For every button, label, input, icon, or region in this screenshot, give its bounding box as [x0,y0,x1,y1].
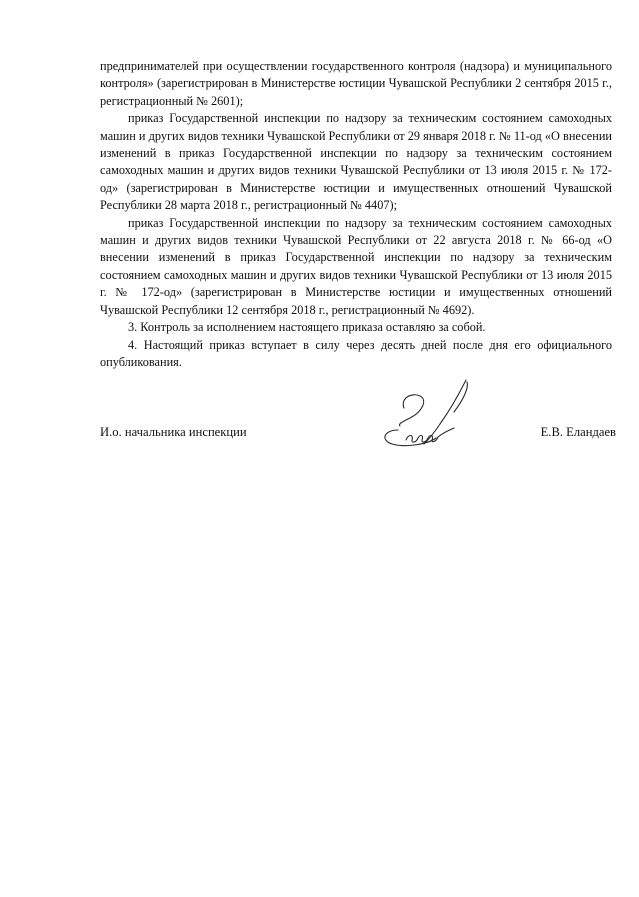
document-body [100,58,612,371]
signatory-name: Е.В. Еландаев [540,425,616,439]
paragraph-3: приказ Государственной инспекции по надзору за техническим состоянием самоходных машин и других видов техники Чувашской Республики от 22 августа 2018 г. № 66-од «О внесении изменений в приказ Государственной инспекции по надзору за техническим состоянием самоходных машин и других видов техники Чувашской Республики от 13 июля 2015 г. № 172-од» (зарегистрирован в Министерстве юстиции и имущественных отношений Чувашской Республики 12 сентября 2018 г., регистрационный № 4692). [100,215,612,317]
signatory-title: И.о. начальника инспекции [100,425,247,439]
paragraph-2: приказ Государственной инспекции по надзору за техническим состоянием самоходных машин и других видов техники Чувашской Республики от 29 января 2018 г. № 11-од «О внесении изменений в приказ Государственной инспекции по надзору за техническим состоянием самоходных машин и других видов техники Чувашской Республики от 13 июля 2015 г. № 172-од» (зарегистрирован в Министерстве юстиции и имущественных отношений Чувашской Республики 28 марта 2018 г., регистрационный № 4407); [100,111,612,213]
paragraph-5: 4. Настоящий приказ вступает в силу через десять дней после дня его официального опубликования. [100,337,612,369]
paragraph-4: 3. Контроль за исполнением настоящего приказа оставляю за собой. [128,320,486,335]
paragraph-1: предпринимателей при осуществлении государственного контроля (надзора) и муниципального контроля» (зарегистрирован в Министерстве юстиции Чувашской Республики 2 сентября 2015 г., регистрационный № 2601); [100,59,612,108]
signature-block [100,378,616,458]
handwritten-signature-icon [370,378,488,452]
